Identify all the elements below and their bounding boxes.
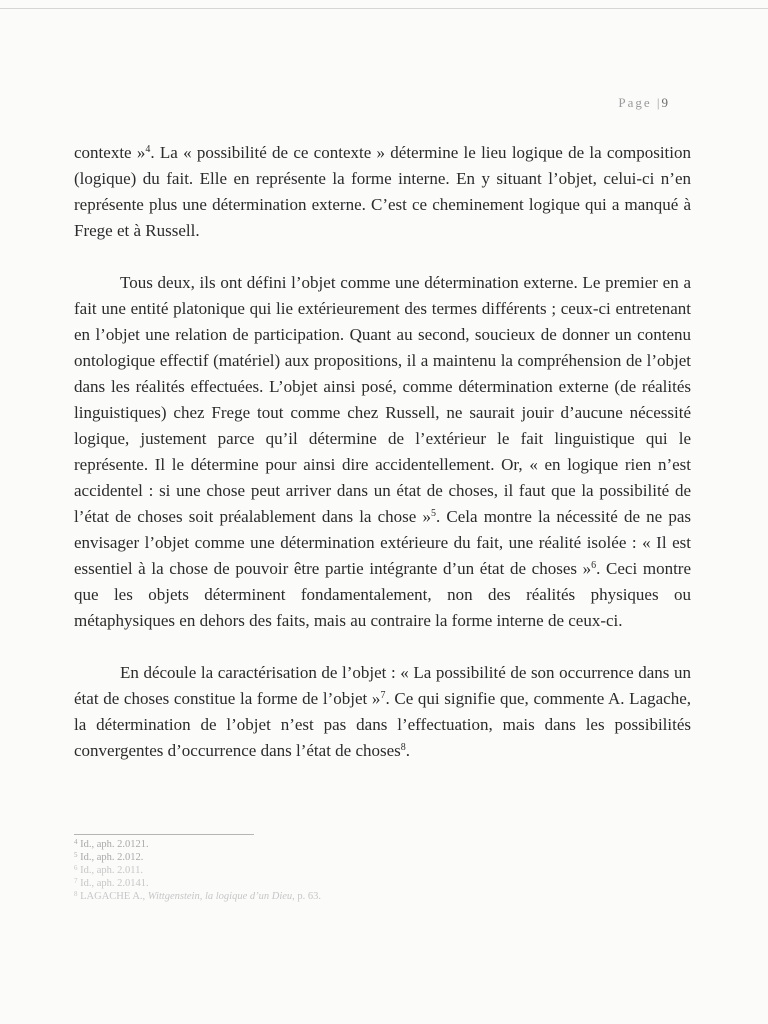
page-separator: | — [656, 95, 662, 110]
footnote-text: Id., aph. 2.012. — [80, 852, 144, 863]
text-run: Tous deux, ils ont défini l’objet comme une détermination externe. Le premier en a fait une entité platonique qui lie extérieurement des termes différents ; ceux-ci entretenant en l’objet une relation de participation. Quant au second, soucieux de donner un contenu ontologique effectif (matériel) aux propositions, il a maintenu la compréhension de l’objet dans les réalités effectuées. L’objet ainsi posé, comme détermination externe (de réalités linguistiques) chez Frege tout comme chez Russell, ne saurait jouir d’aucune nécessité logique, justement parce qu’il détermine de l’extérieur le fait linguistique qui le représente. Il le détermine pour ainsi dire accidentellement. Or, « en logique rien n’est accidentel : si une chose peut arriver dans un état de choses, il faut que la possibilité de l’état de choses soit préalablement dans la chose » — [74, 273, 691, 526]
footnote-title: Wittgenstein, la logique d’un Dieu — [147, 891, 293, 902]
footnote-6 — [74, 864, 674, 877]
footnote-separator — [74, 834, 254, 835]
page-number: 9 — [661, 95, 668, 110]
footnote-7 — [74, 877, 674, 890]
footnote-number: 5 — [74, 851, 78, 859]
footnote-5 — [74, 851, 674, 864]
text-run: . Ce qui signifie que, commente A. Lagache, la détermination de l’objet n’est pas dans l’effectuation, mais dans les possibilités convergentes d’occurrence dans l’état de choses — [74, 689, 691, 760]
paragraph-3 — [74, 660, 691, 764]
footnote-number: 4 — [74, 838, 78, 846]
footnotes — [74, 838, 674, 903]
footnote-ref-4: 4 — [145, 144, 151, 155]
paragraph-2 — [74, 270, 691, 634]
footnote-4 — [74, 838, 674, 851]
footnote-ref-6: 6 — [591, 560, 597, 571]
text-run: . Ceci montre que les objets déterminent fondamentalement, non des réalités physiques ou métaphysiques en dehors des faits, mais au contraire la forme interne de ceux-ci. — [74, 559, 691, 630]
footnote-page: , p. 63. — [292, 891, 322, 902]
body-text — [74, 140, 691, 764]
footnote-ref-7: 7 — [380, 690, 386, 701]
paragraph-1 — [74, 140, 691, 244]
text-run: . — [405, 741, 411, 760]
footnote-number: 7 — [74, 877, 78, 885]
page-label: Page — [618, 95, 652, 110]
footnote-ref-5: 5 — [431, 508, 436, 519]
footnote-number: 6 — [74, 864, 78, 872]
footnote-number: 8 — [74, 890, 78, 898]
footnote-text: Id., aph. 2.0141. — [80, 878, 149, 889]
page-header — [618, 95, 668, 111]
scan-edge-line — [0, 8, 768, 9]
footnote-ref-8: 8 — [400, 742, 406, 753]
footnote-text: LAGACHE A., — [80, 891, 148, 902]
text-run: . Cela montre la nécessité de ne pas envisager l’objet comme une détermination extérieure du fait, une réalité isolée : « Il est essentiel à la chose de pouvoir être partie intégrante d’un état de choses » — [74, 507, 692, 578]
text-run: En découle la caractérisation de l’objet : « La possibilité de son occurrence dans un état de choses constitue la forme de l’objet » — [74, 663, 691, 708]
text-run: . La « possibilité de ce contexte » détermine le lieu logique de la composition (logique) du fait. Elle en représente la forme interne. En y situant l’objet, celui-ci n’en représente plus une détermination externe. C’est ce cheminement logique qui a manqué à Frege et à Russell. — [74, 143, 691, 240]
footnote-text: Id., aph. 2.0121. — [80, 839, 149, 850]
footnote-8 — [74, 890, 674, 903]
footnote-text: Id., aph. 2.011. — [80, 865, 144, 876]
text-run: contexte » — [74, 143, 146, 162]
